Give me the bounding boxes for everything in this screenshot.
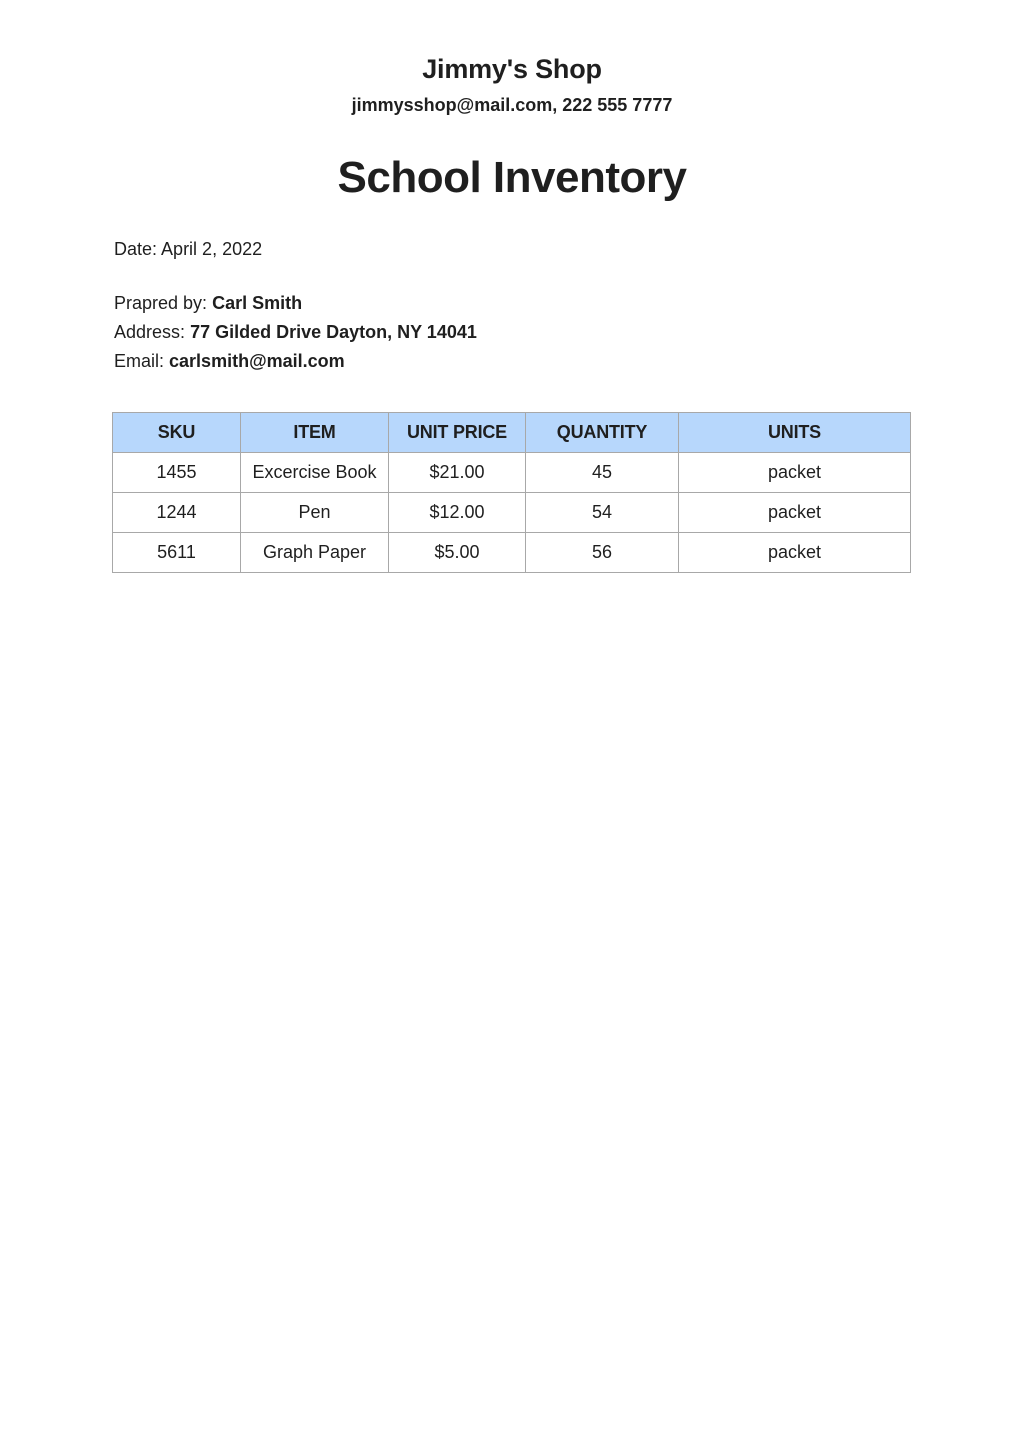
cell-units: packet: [679, 493, 911, 533]
date-value: April 2, 2022: [161, 239, 263, 259]
cell-units: packet: [679, 453, 911, 493]
column-header-units: UNITS: [679, 413, 911, 453]
column-header-unit-price: UNIT PRICE: [389, 413, 526, 453]
table-row: [113, 533, 911, 573]
email-value: carlsmith@mail.com: [169, 351, 345, 371]
cell-sku: 1455: [113, 453, 241, 493]
cell-units: packet: [679, 533, 911, 573]
prepared-by-label: Prapred by:: [114, 293, 208, 313]
cell-quantity: 56: [526, 533, 679, 573]
email-line: [114, 349, 345, 373]
prepared-by-value: Carl Smith: [212, 293, 303, 313]
cell-sku: 1244: [113, 493, 241, 533]
cell-item: Graph Paper: [241, 533, 389, 573]
inventory-table: [112, 412, 911, 573]
cell-sku: 5611: [113, 533, 241, 573]
table-row: [113, 453, 911, 493]
address-value: 77 Gilded Drive Dayton, NY 14041: [190, 322, 477, 342]
column-header-sku: SKU: [113, 413, 241, 453]
table-header-row: [113, 413, 911, 453]
cell-unit-price: $21.00: [389, 453, 526, 493]
address-line: [114, 320, 477, 344]
date-label: Date:: [114, 239, 158, 259]
date-line: [114, 237, 262, 261]
shop-name: Jimmy's Shop: [422, 54, 602, 84]
cell-item: Pen: [241, 493, 389, 533]
shop-contact: jimmysshop@mail.com, 222 555 7777: [351, 95, 673, 115]
cell-quantity: 54: [526, 493, 679, 533]
column-header-item: ITEM: [241, 413, 389, 453]
cell-item: Excercise Book: [241, 453, 389, 493]
column-header-quantity: QUANTITY: [526, 413, 679, 453]
address-label: Address:: [114, 322, 186, 342]
cell-quantity: 45: [526, 453, 679, 493]
cell-unit-price: $12.00: [389, 493, 526, 533]
email-label: Email:: [114, 351, 165, 371]
prepared-by-line: [114, 291, 302, 315]
cell-unit-price: $5.00: [389, 533, 526, 573]
document-title: School Inventory: [337, 153, 687, 202]
table-row: [113, 493, 911, 533]
